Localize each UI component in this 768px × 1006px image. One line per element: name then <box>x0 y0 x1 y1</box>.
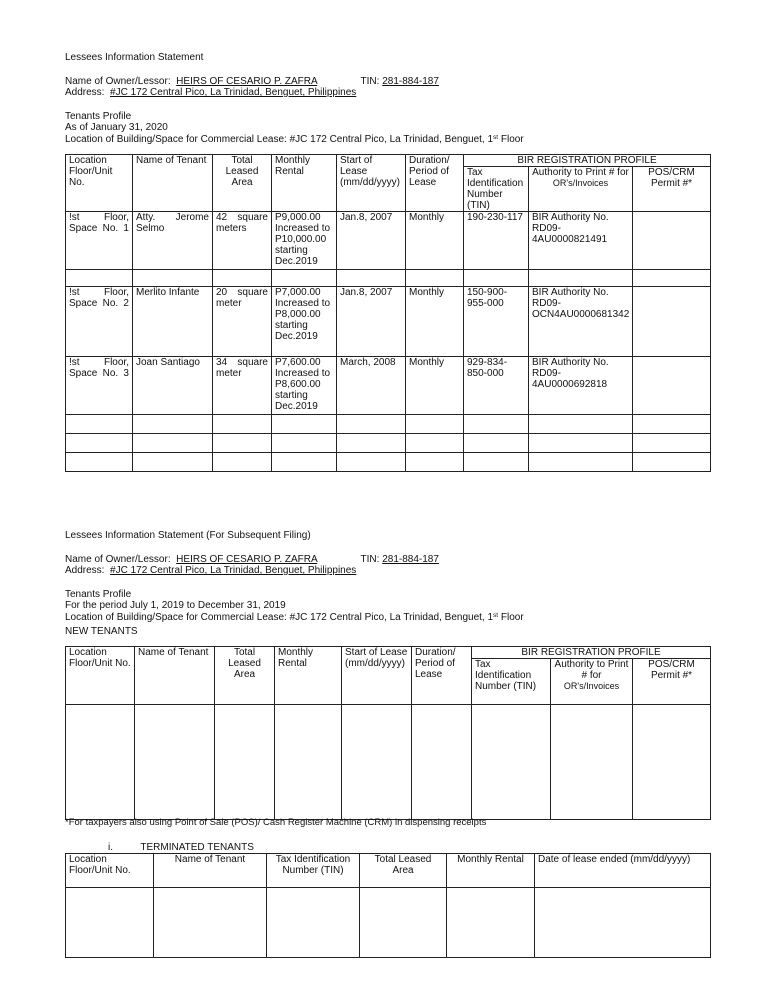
table-row <box>66 453 711 472</box>
terminated-tenants-table <box>65 853 711 958</box>
hdr-area: Total Leased Area <box>213 155 272 212</box>
hdr-bir: BIR REGISTRATION PROFILE <box>464 155 711 167</box>
hdr-tin: Tax Identification Number (TIN) <box>464 167 529 212</box>
top-header <box>65 52 524 145</box>
hdr-duration: Duration/ Period of Lease <box>412 647 472 705</box>
hdr-area: Total Leased Area <box>360 854 447 888</box>
table-row <box>66 705 711 820</box>
owner-name: HEIRS OF CESARIO P. ZAFRA <box>176 553 318 565</box>
hdr-pos: POS/CRM Permit #* <box>633 659 711 705</box>
hdr-start: Start of Lease (mm/dd/yyyy) <box>337 155 406 212</box>
table-row: !st Floor, Space No. 3 Joan Santiago 34 square meter P7,600.00 Increased to P8,600.00 starting Dec.2019 March, 2008 Monthly 929-834-850-000 BIR Authority No. RD09-4AU0000692818 <box>66 357 711 415</box>
hdr-tin: Tax Identification Number (TIN) <box>267 854 360 888</box>
hdr-ended: Date of lease ended (mm/dd/yyyy) <box>535 854 711 888</box>
owner-tin: 281-884-187 <box>382 553 439 565</box>
owner-address: #JC 172 Central Pico, La Trinidad, Benguet, Philippines <box>110 87 357 98</box>
hdr-start: Start of Lease (mm/dd/yyyy) <box>342 647 412 705</box>
hdr-authority: Authority to Print # for OR's/Invoices <box>551 659 633 705</box>
doc-title: Lessees Information Statement <box>65 52 204 63</box>
table-row: !st Floor, Space No. 2 Merlito Infante 20 square meter P7,000.00 Increased to P8,000.00 starting Dec.2019 Jan.8, 2007 Monthly 150-900-955-000 BIR Authority No. RD09-OCN4AU0000681342 <box>66 287 711 357</box>
tenants-table <box>65 154 711 472</box>
address-line: Address: #JC 172 Central Pico, La Trinidad, Benguet, Philippines <box>65 565 357 576</box>
hdr-location: Location Floor/Unit No. <box>66 647 135 705</box>
owner-tin: 281-884-187 <box>382 75 439 87</box>
footnote: *For taxpayers also using Point of Sale (POS)/ Cash Register Machine (CRM) in dispensing receipts <box>65 817 487 828</box>
hdr-tenant: Name of Tenant <box>154 854 267 888</box>
table-row <box>66 270 711 287</box>
hdr-location: Location Floor/Unit No. <box>66 854 154 888</box>
hdr-duration: Duration/ Period of Lease <box>406 155 464 212</box>
owner-line: Name of Owner/Lessor: HEIRS OF CESARIO P. ZAFRA TIN: 281-884-187 <box>65 75 439 87</box>
new-tenants-label: NEW TENANTS <box>65 626 138 637</box>
table-row <box>66 434 711 453</box>
hdr-area: Total Leased Area <box>215 647 275 705</box>
period-line: For the period July 1, 2019 to December 31, 2019 <box>65 600 286 611</box>
hdr-authority: Authority to Print # for OR's/Invoices <box>529 167 633 212</box>
address-line: Address: #JC 172 Central Pico, La Trinidad, Benguet, Philippines <box>65 87 357 98</box>
tenants-profile-label: Tenants Profile <box>65 110 132 122</box>
owner-name: HEIRS OF CESARIO P. ZAFRA <box>176 75 318 87</box>
table-row: !st Floor, Space No. 1 Atty. Jerome Selmo 42 square meters P9,000.00 Increased to P10,000.00 starting Dec.2019 Jan.8, 2007 Monthly 190-230-117 BIR Authority No. RD09-4AU0000821491 <box>66 212 711 270</box>
hdr-rental: Monthly Rental <box>272 155 337 212</box>
hdr-pos: POS/CRM Permit #* <box>633 167 711 212</box>
hdr-tin: Tax Identification Number (TIN) <box>472 659 551 705</box>
hdr-location: Location Floor/Unit No. <box>66 155 133 212</box>
new-tenants-table <box>65 646 711 820</box>
as-of-date: As of January 31, 2020 <box>65 122 168 133</box>
hdr-rental: Monthly Rental <box>275 647 342 705</box>
owner-address: #JC 172 Central Pico, La Trinidad, Benguet, Philippines <box>110 565 357 576</box>
hdr-tenant: Name of Tenant <box>135 647 215 705</box>
second-header <box>65 530 524 638</box>
hdr-tenant: Name of Tenant <box>133 155 213 212</box>
tenants-profile-label: Tenants Profile <box>65 588 132 600</box>
doc-title-subsequent: Lessees Information Statement (For Subsequent Filing) <box>65 530 311 541</box>
building-location: Location of Building/Space for Commercial Lease: #JC 172 Central Pico, La Trinidad, Benguet, 1st Floor <box>65 611 524 623</box>
owner-line: Name of Owner/Lessor: HEIRS OF CESARIO P. ZAFRA TIN: 281-884-187 <box>65 553 439 565</box>
hdr-rental: Monthly Rental <box>447 854 535 888</box>
hdr-bir: BIR REGISTRATION PROFILE <box>472 647 711 659</box>
building-location: Location of Building/Space for Commercial Lease: #JC 172 Central Pico, La Trinidad, Benguet, 1st Floor <box>65 133 524 145</box>
table-row <box>66 415 711 434</box>
table-row <box>66 888 711 958</box>
terminated-tenants-label: i. TERMINATED TENANTS <box>108 842 254 853</box>
